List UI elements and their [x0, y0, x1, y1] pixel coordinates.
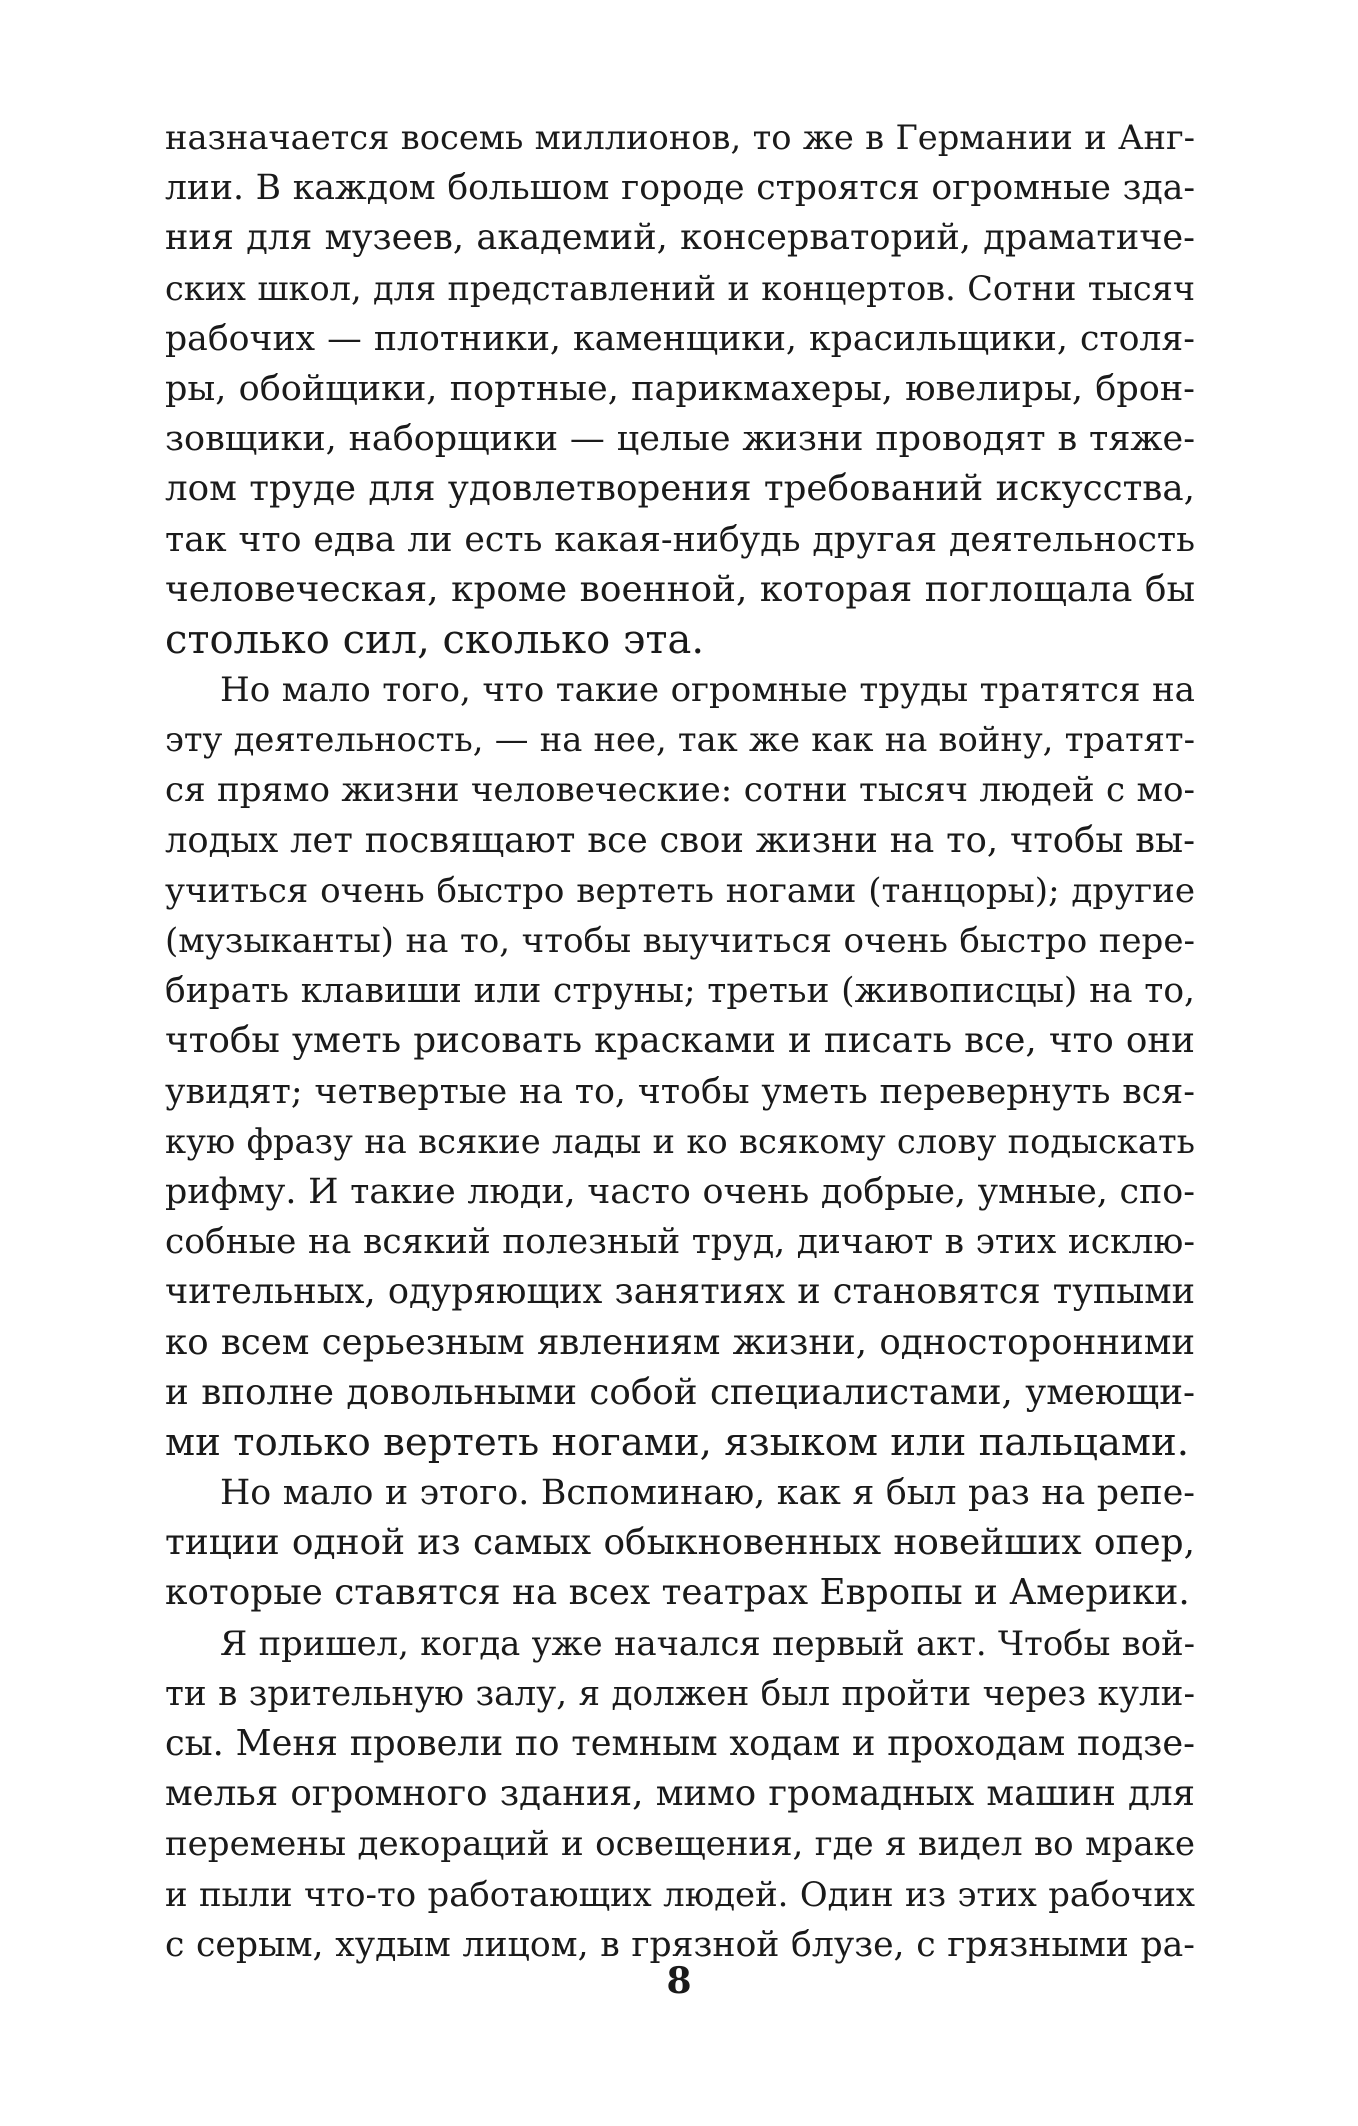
- text-line: Но мало того, что такие огромные труды тратятся на: [220, 670, 1195, 711]
- text-line: так что едва ли есть какая-нибудь другая деятельность: [165, 519, 1195, 560]
- text-line: перемены декораций и освещения, где я видел во мраке: [165, 1824, 1195, 1865]
- page-number: 8: [666, 1960, 692, 2002]
- text-line: и вполне довольными собой специалистами, умеющи-: [165, 1371, 1195, 1413]
- text-line: рабочих — плотники, каменщики, красильщики, столя-: [165, 318, 1195, 359]
- text-line: увидят; четвертые на то, чтобы уметь перевернуть вся-: [165, 1071, 1195, 1112]
- text-line: Но мало и этого. Вспоминаю, как я был раз на репе-: [220, 1473, 1195, 1514]
- text-line: ских школ, для представлений и концертов. Сотни тысяч: [165, 268, 1195, 308]
- text-line: ти в зрительную залу, я должен был пройти через кули-: [165, 1673, 1195, 1714]
- text-line: рифму. И такие люди, часто очень добрые, умные, спо-: [165, 1171, 1195, 1212]
- text-line: (музыканты) на то, чтобы выучиться очень быстро пере-: [165, 921, 1195, 961]
- text-line: назначается восемь миллионов, то же в Германии и Анг-: [165, 118, 1195, 157]
- text-line: ми только вертеть ногами, языком или пальцами.: [165, 1419, 1190, 1465]
- text-line: мелья огромного здания, мимо громадных машин для: [165, 1773, 1195, 1815]
- text-line: человеческая, кроме военной, которая поглощала бы: [165, 568, 1195, 610]
- text-line: чительных, одуряющих занятиях и становятся тупыми: [165, 1271, 1195, 1313]
- text-line: столько сил, сколько эта.: [165, 616, 705, 663]
- text-line: учиться очень быстро вертеть ногами (танцоры); другие: [165, 870, 1195, 911]
- text-line: ния для музеев, академий, консерваторий, драматиче-: [165, 217, 1195, 259]
- body-text: [165, 113, 1195, 1970]
- text-line: эту деятельность, — на нее, так же как на войну, тратят-: [165, 720, 1195, 760]
- text-line: Я пришел, когда уже начался первый акт. Чтобы вой-: [220, 1623, 1195, 1663]
- text-line: и пыли что-то работающих людей. Один из этих рабочих: [165, 1874, 1195, 1914]
- text-line: ко всем серьезным явлениям жизни, односторонними: [165, 1321, 1195, 1363]
- text-line: лодых лет посвящают все свои жизни на то, чтобы вы-: [165, 819, 1195, 861]
- text-line: тиции одной из самых обыкновенных новейших опер,: [165, 1522, 1195, 1564]
- text-line: которые ставятся на всех театрах Европы и Америки.: [165, 1572, 1190, 1614]
- text-line: лом труде для удовлетворения требований искусства,: [165, 468, 1195, 510]
- text-line: собные на всякий полезный труд, дичают в этих исклю-: [165, 1222, 1195, 1263]
- text-line: бирать клавиши или струны; третьи (живописцы) на то,: [165, 971, 1195, 1012]
- text-line: зовщики, наборщики — целые жизни проводят в тяже-: [165, 419, 1195, 460]
- text-line: лии. В каждом большом городе строятся огромные зда-: [165, 168, 1195, 209]
- text-line: чтобы уметь рисовать красками и писать все, что они: [165, 1020, 1195, 1062]
- text-line: кую фразу на всякие лады и ко всякому слову подыскать: [165, 1121, 1195, 1161]
- text-line: с серым, худым лицом, в грязной блузе, с грязными ра-: [165, 1924, 1195, 1965]
- text-line: ся прямо жизни человеческие: сотни тысяч людей с мо-: [165, 770, 1195, 811]
- text-line: сы. Меня провели по темным ходам и проходам подзе-: [165, 1723, 1195, 1764]
- text-line: ры, обойщики, портные, парикмахеры, ювелиры, брон-: [165, 368, 1195, 409]
